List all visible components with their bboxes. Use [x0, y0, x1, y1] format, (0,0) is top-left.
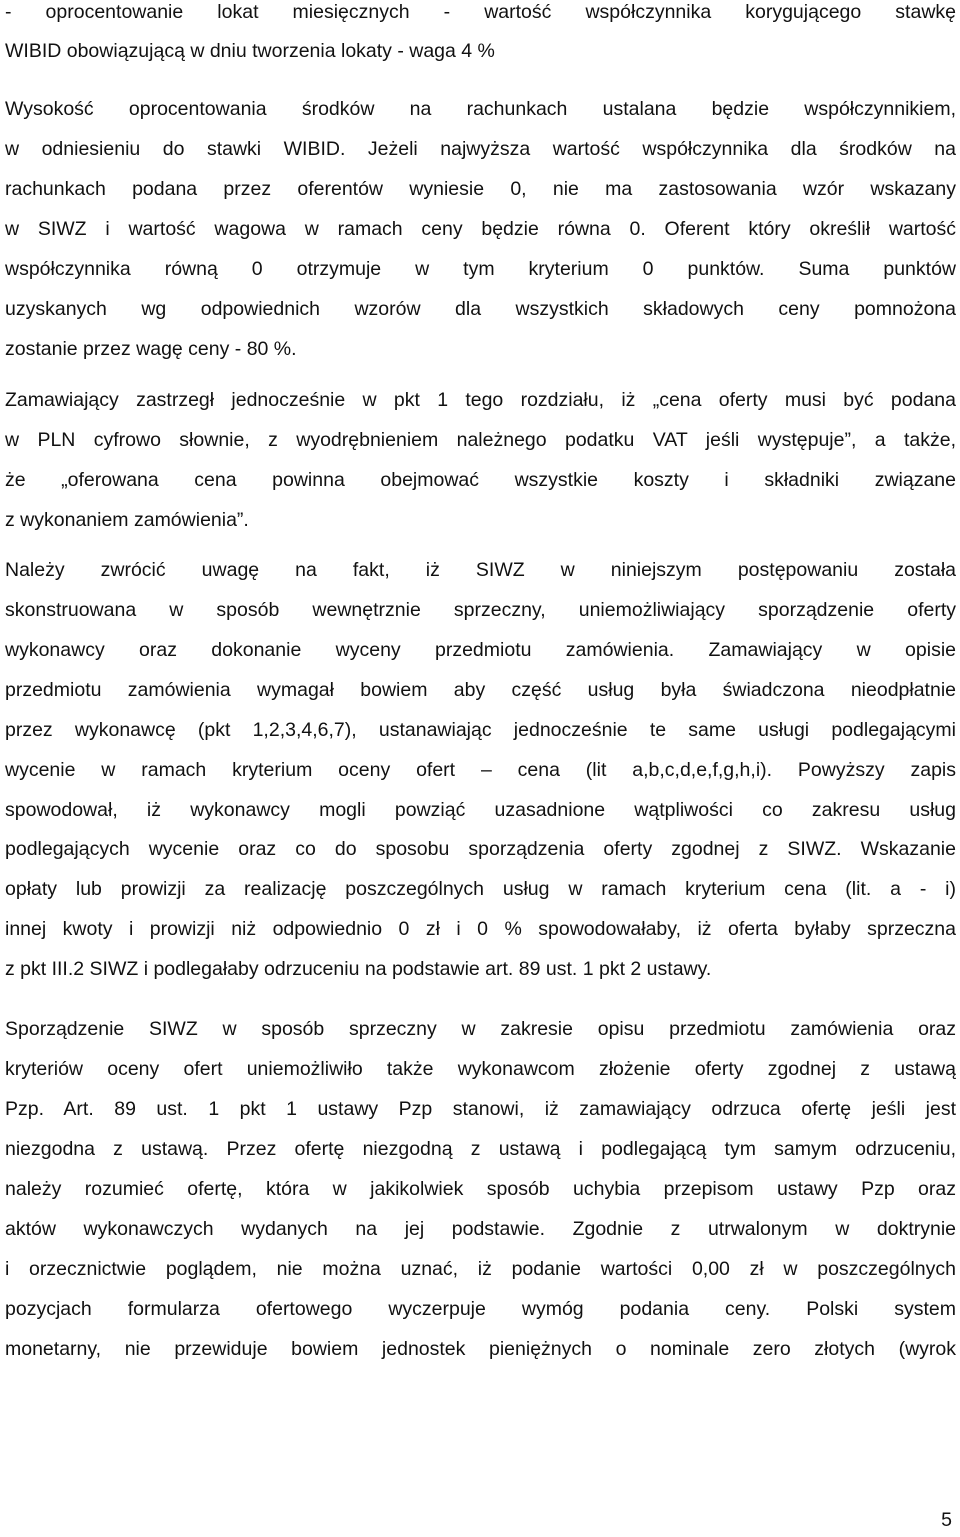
paragraph-5-line-6: aktów wykonawczych wydanych na jej podstawie. Zgodnie z utrwalonym w doktrynie — [5, 1218, 956, 1240]
paragraph-2-line-4: w SIWZ i wartość wagowa w ramach ceny będzie równa 0. Oferent który określił wartość — [5, 218, 956, 240]
paragraph-5-line-4: niezgodna z ustawą. Przez ofertę niezgodną z ustawą i podlegającą tym samym odrzuceniu, — [5, 1138, 956, 1160]
paragraph-5-line-9: monetarny, nie przewiduje bowiem jednostek pieniężnych o nominale zero złotych (wyrok — [5, 1338, 956, 1360]
paragraph-3-line-4: z wykonaniem zamówienia”. — [5, 509, 249, 531]
paragraph-2-line-6: uzyskanych wg odpowiednich wzorów dla wszystkich składowych ceny pomnożona — [5, 298, 956, 320]
paragraph-5-line-3: Pzp. Art. 89 ust. 1 pkt 1 ustawy Pzp stanowi, iż zamawiający odrzuca ofertę jeśli jest — [5, 1098, 956, 1120]
paragraph-3-line-3: że „oferowana cena powinna obejmować wszystkie koszty i składniki związane — [5, 469, 956, 491]
paragraph-4-line-7: spowodował, iż wykonawcy mogli powziąć uzasadnione wątpliwości co zakresu usług — [5, 799, 956, 821]
paragraph-3-line-1: Zamawiający zastrzegł jednocześnie w pkt 1 tego rozdziału, iż „cena oferty musi być podana — [5, 389, 956, 411]
paragraph-5-line-1: Sporządzenie SIWZ w sposób sprzeczny w zakresie opisu przedmiotu zamówienia oraz — [5, 1018, 956, 1040]
paragraph-4-line-11: z pkt III.2 SIWZ i podlegałaby odrzuceniu na podstawie art. 89 ust. 1 pkt 2 ustawy. — [5, 958, 712, 980]
paragraph-5-line-8: pozycjach formularza ofertowego wyczerpuje wymóg podania ceny. Polski system — [5, 1298, 956, 1320]
paragraph-2-line-7: zostanie przez wagę ceny - 80 %. — [5, 338, 297, 360]
paragraph-2-line-2: w odniesieniu do stawki WIBID. Jeżeli najwyższa wartość współczynnika dla środków na — [5, 138, 956, 160]
paragraph-4-line-9: opłaty lub prowizji za realizację poszczególnych usług w ramach kryterium cena (lit. a - i) — [5, 878, 956, 900]
paragraph-4-line-1: Należy zwrócić uwagę na fakt, iż SIWZ w niniejszym postępowaniu została — [5, 559, 956, 581]
paragraph-1-line-2: WIBID obowiązującą w dniu tworzenia lokaty - waga 4 % — [5, 40, 495, 62]
paragraph-4-line-4: przedmiotu zamówienia wymagał bowiem aby część usług była świadczona nieodpłatnie — [5, 679, 956, 701]
paragraph-2-line-3: rachunkach podana przez oferentów wyniesie 0, nie ma zastosowania wzór wskazany — [5, 178, 956, 200]
paragraph-1-line-1: - oprocentowanie lokat miesięcznych - wartość współczynnika korygującego stawkę — [5, 1, 956, 23]
paragraph-4-line-5: przez wykonawcę (pkt 1,2,3,4,6,7), ustanawiając jednocześnie te same usługi podlegającymi — [5, 719, 956, 741]
paragraph-4-line-6: wycenie w ramach kryterium oceny ofert – cena (lit a,b,c,d,e,f,g,h,i). Powyższy zapis — [5, 759, 956, 781]
paragraph-3-line-2: w PLN cyfrowo słownie, z wyodrębnieniem należnego podatku VAT jeśli występuje”, a także, — [5, 429, 956, 451]
paragraph-4-line-8: podlegających wycenie oraz co do sposobu sporządzenia oferty zgodnej z SIWZ. Wskazanie — [5, 838, 956, 860]
paragraph-2-line-1: Wysokość oprocentowania środków na rachunkach ustalana będzie współczynnikiem, — [5, 98, 956, 120]
paragraph-5-line-2: kryteriów oceny ofert uniemożliwiło także wykonawcom złożenie oferty zgodnej z ustawą — [5, 1058, 956, 1080]
paragraph-5-line-5: należy rozumieć ofertę, która w jakikolwiek sposób uchybia przepisom ustawy Pzp oraz — [5, 1178, 956, 1200]
page-number: 5 — [941, 1509, 952, 1531]
paragraph-4-line-3: wykonawcy oraz dokonanie wyceny przedmiotu zamówienia. Zamawiający w opisie — [5, 639, 956, 661]
paragraph-4-line-2: skonstruowana w sposób wewnętrznie sprzeczny, uniemożliwiający sporządzenie oferty — [5, 599, 956, 621]
paragraph-4-line-10: innej kwoty i prowizji niż odpowiednio 0 zł i 0 % spowodowałaby, iż oferta byłaby sprzeczna — [5, 918, 956, 940]
paragraph-5-line-7: i orzecznictwie poglądem, nie można uznać, iż podanie wartości 0,00 zł w poszczególnych — [5, 1258, 956, 1280]
paragraph-2-line-5: współczynnika równą 0 otrzymuje w tym kryterium 0 punktów. Suma punktów — [5, 258, 956, 280]
